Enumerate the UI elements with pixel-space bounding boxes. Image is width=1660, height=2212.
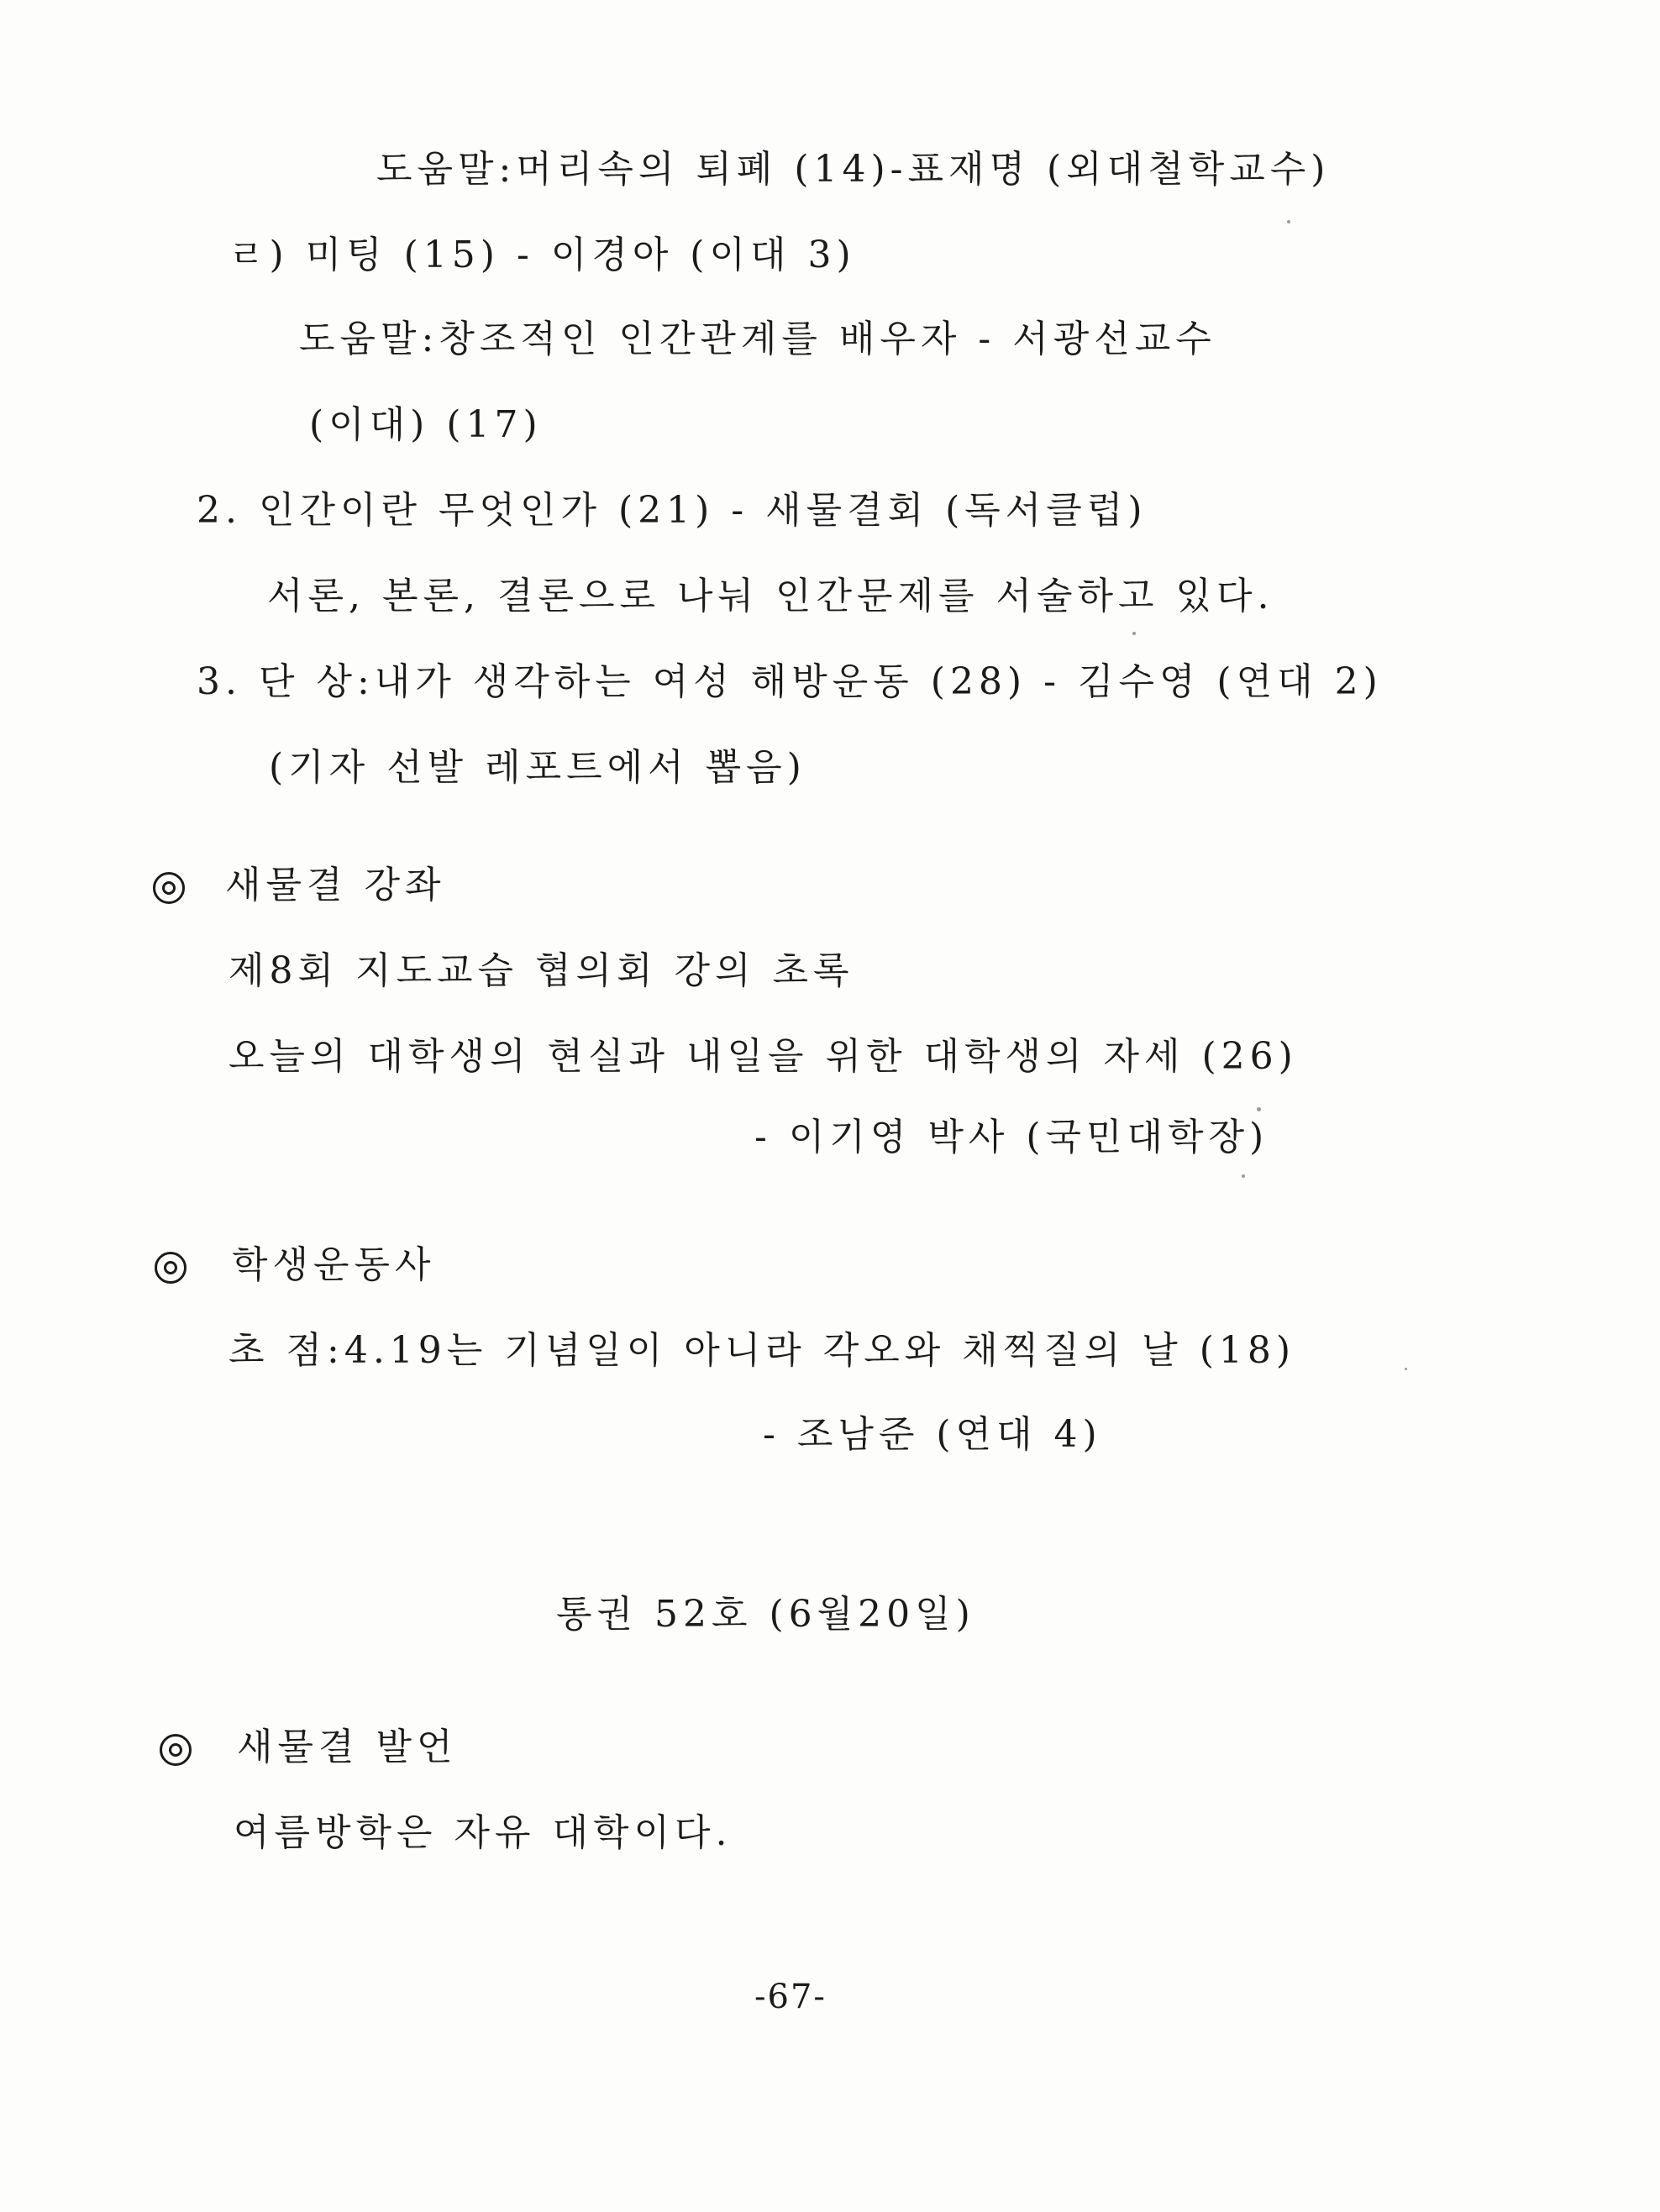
list-item-3: 3. 단 상:내가 생각하는 여성 해방운동 (28) - 김수영 (연대 2) [197, 660, 1383, 703]
section-student-movement-line-1: 초 점:4.19는 기념일이 아니라 각오와 채찍질의 날 (18) [229, 1329, 1296, 1372]
section-lecture-line-2: 오늘의 대학생의 현실과 내일을 위한 대학생의 자세 (26) [229, 1035, 1298, 1078]
double-circle-bullet-icon [155, 1252, 186, 1284]
section-heading-student-movement: 학생운동사 [232, 1243, 436, 1286]
scan-speck [1132, 632, 1136, 635]
double-circle-bullet-icon [153, 872, 185, 904]
section-lecture-author: - 이기영 박사 (국민대학장) [754, 1116, 1269, 1159]
page-number: -67- [754, 1978, 827, 2016]
helper-note-1: 도움말:머리속의 퇴폐 (14)-표재명 (외대철학교수) [376, 148, 1331, 191]
scan-speck [1242, 1174, 1245, 1178]
section-lecture-line-1: 제8회 지도교습 협의회 강의 초록 [229, 949, 854, 992]
scan-speck [1257, 1107, 1261, 1111]
section-student-movement-author: - 조남준 (연대 4) [763, 1413, 1102, 1456]
helper-note-2-continued: (이대) (17) [309, 403, 543, 446]
list-item-2: 2. 인간이란 무엇인가 (21) - 새물결회 (독서클럽) [197, 489, 1148, 532]
section-statement-line-1: 여름방학은 자유 대학이다. [234, 1811, 733, 1854]
issue-heading: 통권 52호 (6월20일) [556, 1593, 975, 1636]
helper-note-2: 도움말:창조적인 인간관계를 배우자 - 서광선교수 [299, 318, 1216, 360]
list-item-3-note: (기자 선발 레포트에서 뽑음) [269, 746, 806, 789]
double-circle-bullet-icon [160, 1734, 192, 1766]
list-item-2-description: 서론, 본론, 결론으로 나눠 인간문제를 서술하고 있다. [267, 575, 1274, 617]
scan-speck [1405, 1368, 1407, 1370]
list-item-meeting: ㄹ) 미팅 (15) - 이경아 (이대 3) [229, 234, 856, 276]
section-heading-statement: 새물결 발언 [237, 1726, 458, 1768]
scan-speck [1287, 220, 1290, 223]
section-heading-lecture: 새물결 강좌 [225, 864, 446, 906]
